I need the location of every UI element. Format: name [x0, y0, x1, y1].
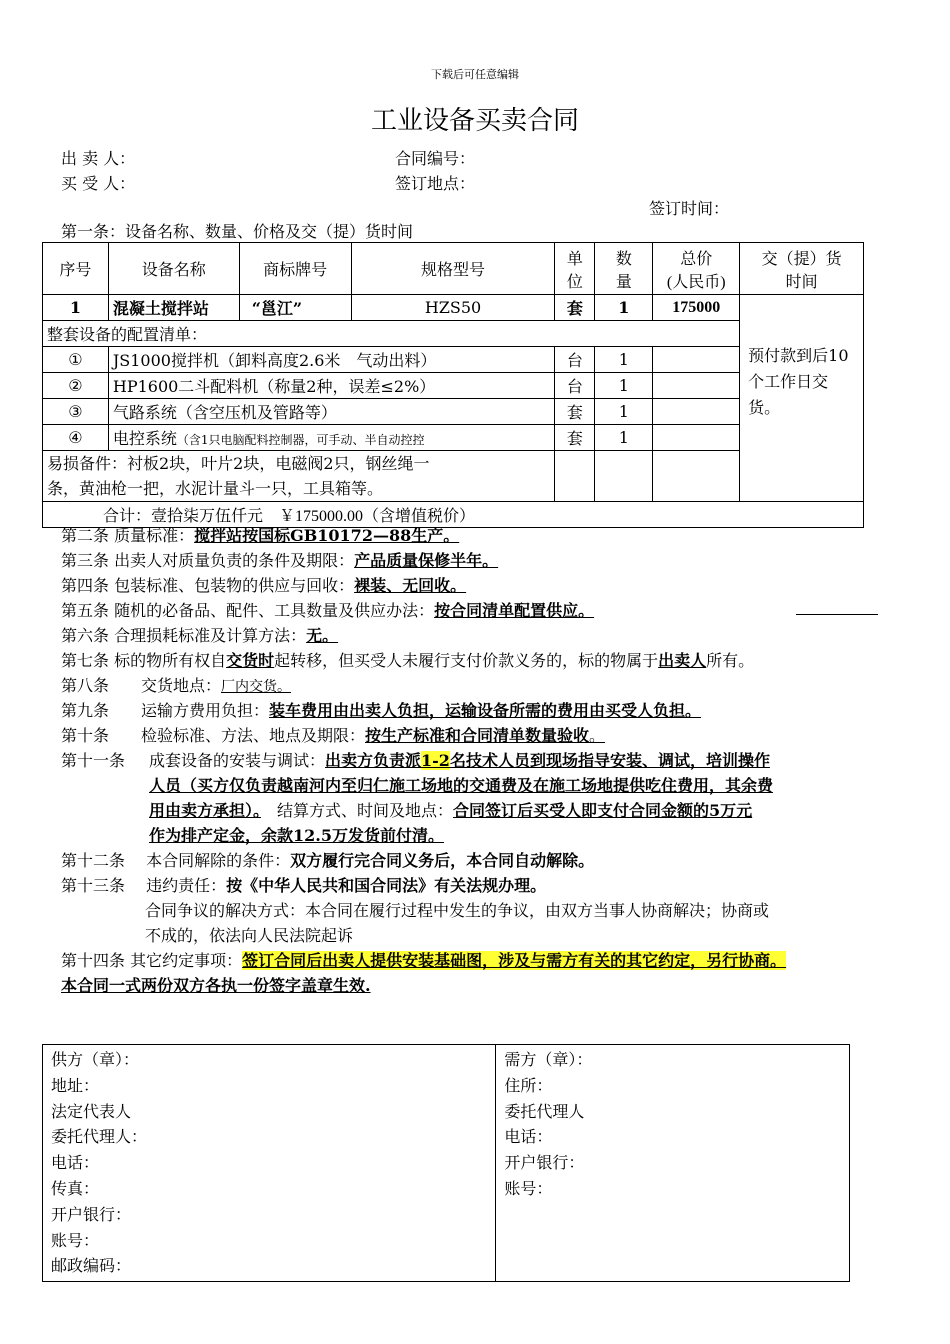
- clause-2: 第二条 质量标准：搅拌站按国标GB10172—88生产。: [61, 526, 460, 545]
- item-qty: 1: [595, 425, 653, 451]
- blank-underline: [796, 614, 878, 615]
- supplier-phone: 电话：: [51, 1153, 100, 1173]
- config-title: 整套设备的配置清单：: [43, 321, 555, 347]
- demander-bank: 开户银行：: [504, 1153, 585, 1173]
- supplier-bank: 开户银行：: [51, 1204, 132, 1224]
- main-row-qty: 1: [595, 295, 653, 321]
- spare-parts: 易损备件：衬板2块，叶片2块，电磁阀2只，钢丝绳一 条，黄油枪一把，水泥计量斗一只，工具箱等。: [43, 451, 555, 502]
- supplier-fax: 传真：: [51, 1178, 100, 1198]
- clause-5: 第五条 随机的必备品、配件、工具数量及供应办法：按合同清单配置供应。: [61, 601, 595, 620]
- demander-agent: 委托代理人: [504, 1101, 585, 1121]
- demander-account: 账号：: [504, 1178, 553, 1198]
- header-delivery: 交（提）货 时间: [740, 243, 864, 295]
- dispute-line-1: 合同争议的解决方式：本合同在履行过程中发生的争议，由双方当事人协商解决；协商或: [145, 901, 770, 920]
- signature-table: [42, 1044, 850, 1282]
- main-row-model: HZS50: [351, 295, 555, 321]
- clause-3: 第三条 出卖人对质量负责的条件及期限：产品质量保修半年。: [61, 551, 499, 570]
- item-no: ②: [43, 373, 109, 399]
- item-no: ①: [43, 347, 109, 373]
- header-no: 序号: [43, 243, 109, 295]
- main-row-brand: “邕江”: [239, 295, 351, 321]
- sign-place-label: 签订地点：: [395, 174, 476, 193]
- supplier-legal-rep: 法定代表人: [51, 1101, 132, 1121]
- buyer-label: 买 受 人：: [61, 174, 136, 193]
- clause-11-line-2: 人员（买方仅负责越南河内至归仁施工场地的交通费及在施工场地提供吃住费用，其余费: [149, 776, 774, 795]
- item-desc: 电控系统（含1只电脑配料控制器，可手动、半自动控控: [108, 425, 555, 451]
- contract-no-label: 合同编号：: [395, 149, 476, 168]
- header-qty: 数 量: [595, 243, 653, 295]
- clause-7: 第七条 标的物所有权自交货时起转移，但买受人未履行支付价款义务的，标的物属于出卖人所有。: [61, 651, 755, 670]
- contract-title: 工业设备买卖合同: [370, 106, 579, 136]
- table-row: [43, 295, 864, 321]
- supplier-agent: 委托代理人：: [51, 1127, 148, 1147]
- clause-14: 第十四条 其它约定事项：签订合同后出卖人提供安装基础图，涉及与需方有关的其它约定，另行协商。: [61, 951, 787, 970]
- item-unit: 套: [555, 399, 595, 425]
- header-brand: 商标牌号: [239, 243, 351, 295]
- supplier-postcode: 邮政编码：: [51, 1256, 132, 1276]
- clause-11-line-3: 用由卖方承担）。 结算方式、时间及地点：合同签订后买受人即支付合同金额的5万元: [149, 801, 753, 820]
- supplier-account: 账号：: [51, 1230, 100, 1250]
- total-row: 合计：壹拾柒万伍仟元 ￥175000.00（含增值税价）: [43, 502, 864, 528]
- item-unit: 套: [555, 425, 595, 451]
- header-unit: 单 位: [555, 243, 595, 295]
- item-qty: 1: [595, 373, 653, 399]
- item-qty: 1: [595, 399, 653, 425]
- header-name: 设备名称: [108, 243, 239, 295]
- demander-phone: 电话：: [504, 1127, 553, 1147]
- supplier-address: 地址：: [51, 1075, 100, 1095]
- dispute-line-2: 不成的，依法向人民法院起诉: [145, 926, 354, 945]
- demander-address: 住所：: [504, 1075, 553, 1095]
- clause-12: 第十二条 本合同解除的条件：双方履行完合同义务后，本合同自动解除。: [61, 851, 595, 870]
- item-desc: HP1600二斗配料机（称量2种，误差≤2%）: [108, 373, 555, 399]
- main-row-no: 1: [43, 295, 109, 321]
- clause-9: 第九条 运输方费用负担：装车费用由出卖人负担，运输设备所需的费用由买受人负担。: [61, 701, 702, 720]
- clause-6: 第六条 合理损耗标准及计算方法：无。: [61, 626, 339, 645]
- demander-seal: 需方（章）：: [504, 1050, 593, 1069]
- supplier-block: [43, 1045, 496, 1282]
- header-total: 总价 (人民币): [653, 243, 740, 295]
- supplier-seal: 供方（章）：: [51, 1050, 140, 1069]
- sign-time-label: 签订时间：: [649, 199, 730, 218]
- main-row-total: 175000: [653, 295, 740, 321]
- equipment-table: [42, 242, 864, 528]
- item-desc: JS1000搅拌机（卸料高度2.6米 气动出料）: [108, 347, 555, 373]
- clause-11-line-1: 成套设备的安装与调试：出卖方负责派1-2名技术人员到现场指导安装、调试，培训操作: [149, 751, 770, 770]
- clause-8: 第八条 交货地点：厂内交货。: [61, 676, 292, 695]
- article-1-heading: 第一条：设备名称、数量、价格及交（提）货时间: [61, 222, 414, 241]
- item-desc: 气路系统（含空压机及管路等）: [108, 399, 555, 425]
- clause-4: 第四条 包装标准、包装物的供应与回收：裸装、无回收。: [61, 576, 467, 595]
- header-model: 规格型号: [351, 243, 555, 295]
- demander-block: [496, 1045, 850, 1282]
- item-no: ④: [43, 425, 109, 451]
- item-unit: 台: [555, 373, 595, 399]
- item-unit: 台: [555, 347, 595, 373]
- clause-10: 第十条 检验标准、方法、地点及期限：按生产标准和合同清单数量验收。: [61, 726, 606, 745]
- main-row-name: 混凝土搅拌站: [108, 295, 239, 321]
- clause-13: 第十三条 违约责任：按《中华人民共和国合同法》有关法规办理。: [61, 876, 547, 895]
- main-row-unit: 套: [555, 295, 595, 321]
- clause-11-line-4: 作为排产定金，余款12.5万发货前付清。: [149, 826, 444, 845]
- delivery-time: 预付款到后10个工作日交货。: [740, 295, 864, 502]
- item-no: ③: [43, 399, 109, 425]
- clause-11-label: 第十一条: [61, 751, 126, 770]
- header-note: 下载后可任意编辑: [431, 68, 519, 81]
- seller-label: 出 卖 人：: [61, 149, 136, 168]
- item-qty: 1: [595, 347, 653, 373]
- table-header-row: [43, 243, 864, 295]
- clause-14-line-2: 本合同一式两份双方各执一份签字盖章生效.: [61, 976, 371, 995]
